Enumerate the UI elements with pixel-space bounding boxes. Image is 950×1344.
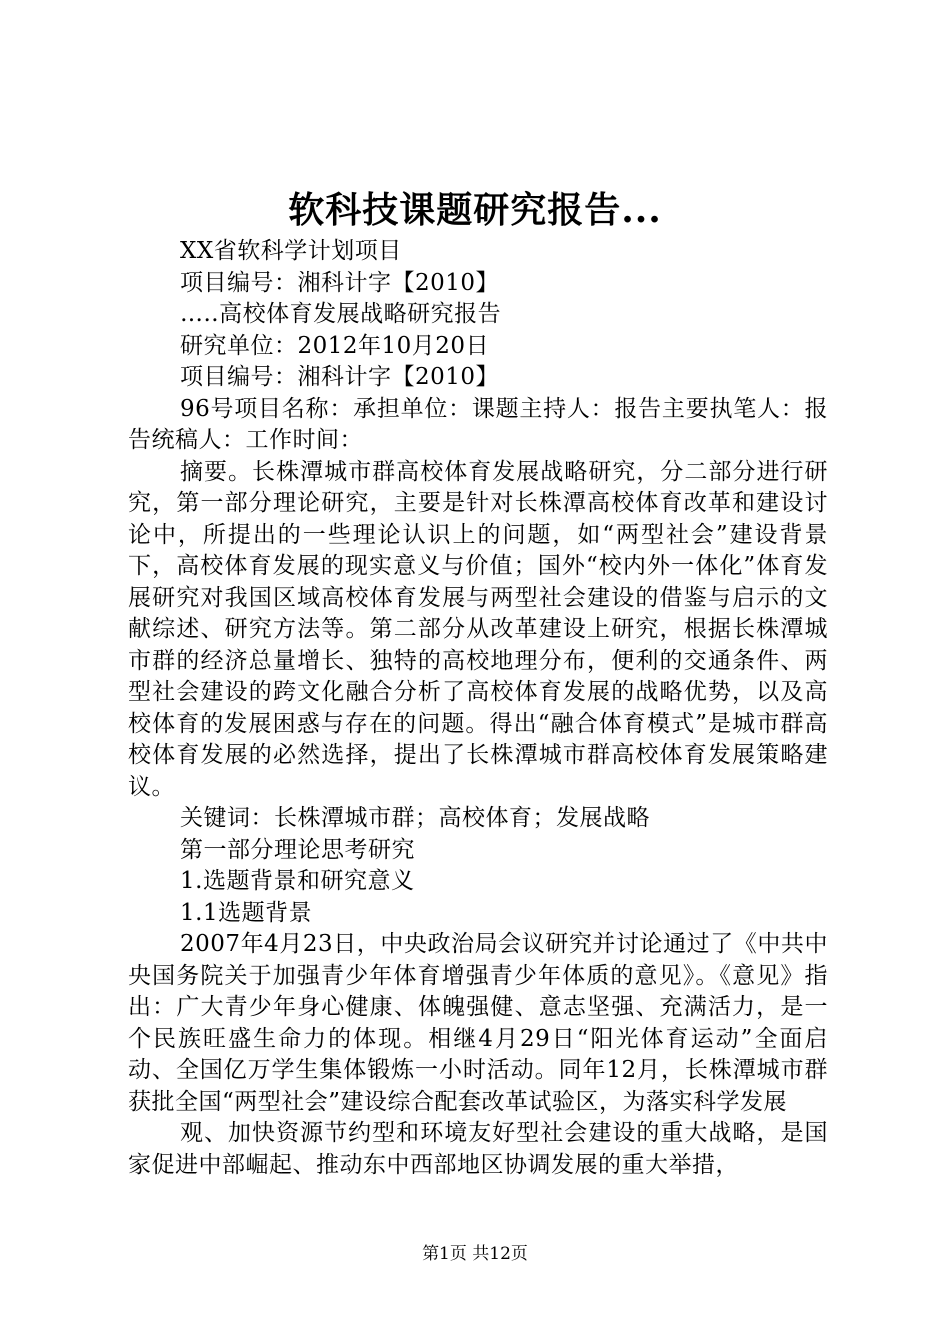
project-number-line-2: 项目编号：湘科计字【2010】: [180, 364, 500, 390]
continuation-paragraph: 观、加快资源节约型和环境友好型社会建设的重大战略，是国家促进中部崛起、推动东中西部地区协调发展的重大举措，: [128, 1120, 828, 1178]
subsection-heading: 1.选题背景和研究意义: [180, 868, 415, 894]
project-number-line: 项目编号：湘科计字【2010】: [180, 269, 500, 296]
report-title-line: …..高校体育发展战略研究报告: [180, 301, 502, 327]
page-number: 第1页 共12页: [422, 1244, 528, 1264]
document-body: [128, 236, 828, 1181]
research-unit-line: 研究单位：2012年10月20日: [180, 332, 490, 359]
project-meta-paragraph: 96号项目名称：承担单位：课题主持人：报告主要执笔人：报告统稿人：工作时间：: [128, 395, 828, 453]
subsubsection-heading: 1.1选题背景: [180, 899, 313, 926]
document-title: 软科技课题研究报告...: [288, 189, 662, 231]
abstract-paragraph: 摘要。长株潭城市群高校体育发展战略研究，分二部分进行研究，第一部分理论研究，主要是针对长株潭高校体育改革和建设讨论中，所提出的一些理论认识上的问题，如“两型社会”建设背景下，高校体育发展的现实意义与价值；国外“校内外一体化”体育发展研究对我国区域高校体育发展与两型社会建设的借鉴与启示的文献综述、研究方法等。第二部分从改革建设上研究，根据长株潭城市群的经济总量增长、独特的高校地理分布，便利的交通条件、两型社会建设的跨文化融合分析了高校体育发展的战略优势，以及高校体育的发展困惑与存在的问题。得出“融合体育模式”是城市群高校体育发展的必然选择，提出了长株潭城市群高校体育发展策略建议。: [128, 458, 828, 800]
section-heading: 第一部分理论思考研究: [180, 836, 415, 863]
keywords-line: 关键词：长株潭城市群；高校体育；发展战略: [180, 805, 650, 831]
project-line: XX省软科学计划项目: [180, 238, 402, 264]
background-paragraph: 2007年4月23日，中央政治局会议研究并讨论通过了《中共中央国务院关于加强青少年体育增强青少年体质的意见》。《意见》指出：广大青少年身心健康、体魄强健、意志坚强、充满活力，是一个民族旺盛生命力的体现。相继4月29日“阳光体育运动”全面启动、全国亿万学生集体锻炼一小时活动。同年12月，长株潭城市群获批全国“两型社会”建设综合配套改革试验区，为落实科学发展: [128, 931, 828, 1115]
